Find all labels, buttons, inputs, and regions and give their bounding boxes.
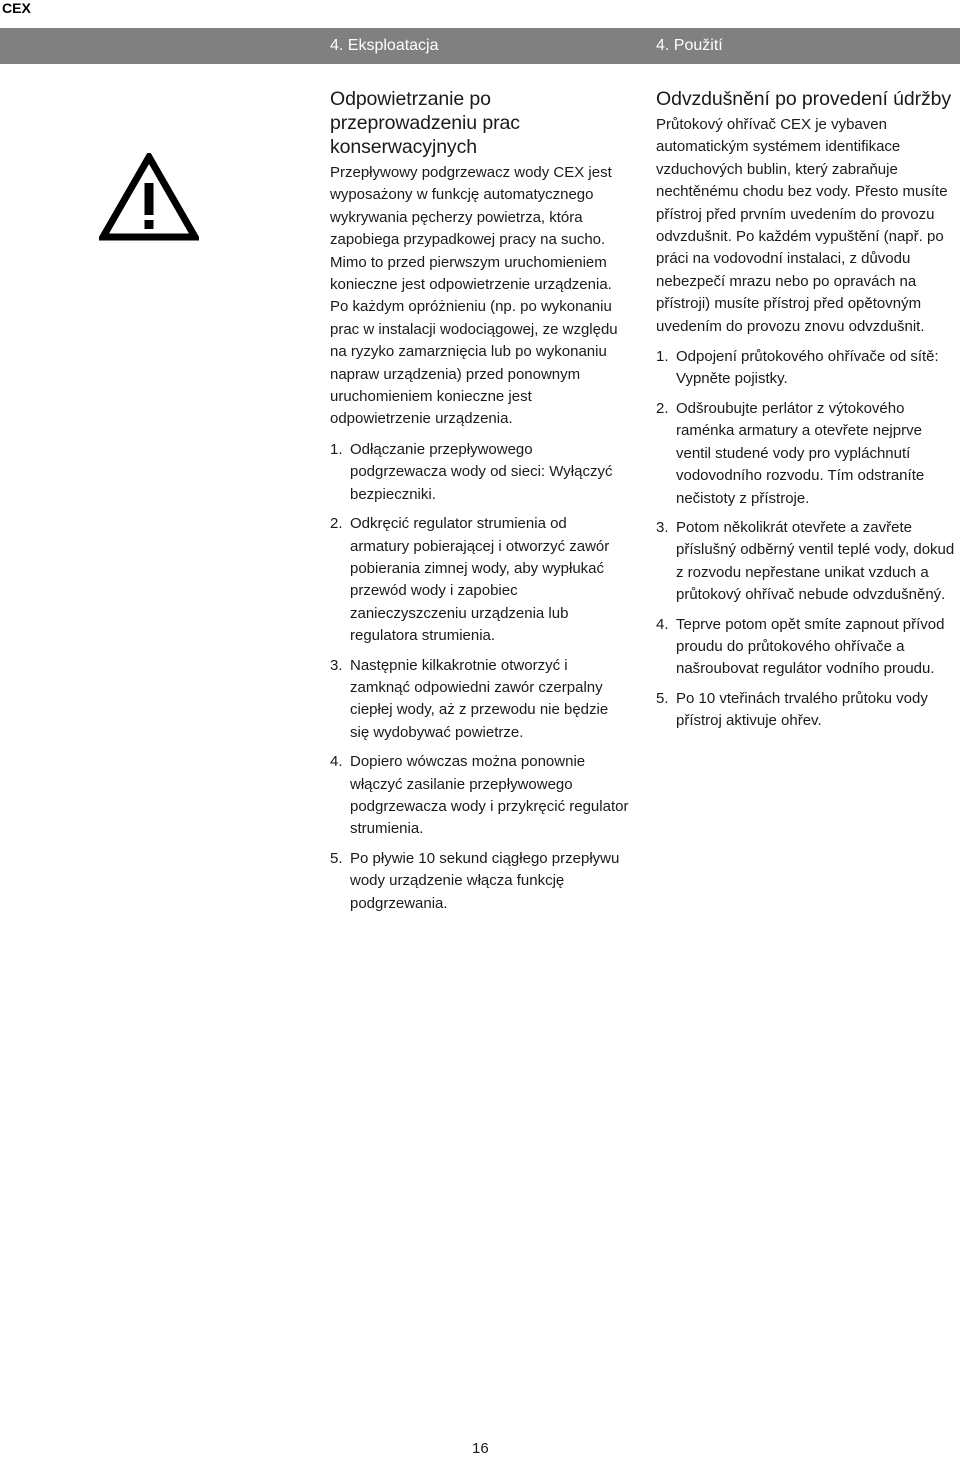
polish-heading: Odpowietrzanie po przeprowadzeniu prac konserwacyjnych <box>330 88 520 158</box>
polish-steps-list <box>330 439 630 915</box>
list-item: 1. Odpojení průtokového ohřívače od sítě: Vypněte pojistky. <box>656 348 939 388</box>
section-title-czech: 4. Použití <box>656 37 723 54</box>
brand-label: CEX <box>2 0 31 16</box>
list-item: 3. Potom několikrát otevřete a zavřete příslušný odběrný ventil teplé vody, dokud z rozvodu nepřestane unikat vzduch a průtokový ohřívač nebude odvzdušněný. <box>656 518 955 604</box>
step-text: Po pływie 10 sekund ciągłego przepływu wody urządzenie włącza funkcję podgrzewania. <box>350 849 620 912</box>
step-text: Odkręcić regulator strumienia od armatury pobierającej i otworzyć zawór pobierania zimnej wody, aby wypłukać przewód wody i zapobiec zanieczyszczeniu urządzenia lub regulatora strumienia. <box>350 515 610 645</box>
warning-triangle-icon <box>99 153 199 241</box>
step-text: Potom několikrát otevřete a zavřete příslušný odběrný ventil teplé vody, dokud z rozvodu nepřestane unikat vzduch a průtokový ohřívač nebude odvzdušněný. <box>676 518 955 604</box>
list-item: 2. Odšroubujte perlátor z výtokového raménka armatury a otevřete nejprve ventil studené vody pro vypláchnutí vodovodního rozvodu. Tím odstraníte nečistoty z přístroje. <box>656 399 925 507</box>
list-item: 4. Dopiero wówczas można ponownie włączyć zasilanie przepływowego podgrzewacza wody i przykręcić regulator strumienia. <box>330 753 629 838</box>
list-item: 5. Po 10 vteřinách trvalého průtoku vody přístroj aktivuje ohřev. <box>656 689 928 730</box>
step-text: Odłączanie przepływowego podgrzewacza wody od sieci: Wyłączyć bezpieczniki. <box>350 440 613 503</box>
czech-steps-list <box>656 346 960 733</box>
list-item: 2. Odkręcić regulator strumienia od armatury pobierającej i otworzyć zawór pobierania zimnej wody, aby wypłukać przewód wody i zapobiec zanieczyszczeniu urządzenia lub regulatora strumienia. <box>330 515 610 645</box>
czech-column <box>656 87 960 740</box>
step-text: Teprve potom opět smíte zapnout přívod proudu do průtokového ohřívače a našroubovat regulátor vodního proudu. <box>676 615 945 678</box>
czech-intro-paragraph: Průtokový ohřívač CEX je vybaven automatickým systémem identifikace vzduchových bublin, který zabraňuje nechtěnému chodu bez vody. Přesto musíte přístroj před prvním uvedením do provozu odvzdušnit. Po každém vypuštění (např. po práci na vodovodní instalaci, z důvodu nebezpečí mrazu nebo po opravách na přístroji) musíte přístroj před opětovným uvedením do provozu znovu odvzdušnit. <box>656 116 948 335</box>
section-title-polish: 4. Eksploatacja <box>330 37 439 54</box>
list-item: 3. Następnie kilkakrotnie otworzyć i zamknąć odpowiedni zawór czerpalny ciepłej wody, aż z przewodu nie będzie się wydobywać powietrze. <box>330 656 609 741</box>
section-header-band <box>0 28 960 64</box>
page-number: 16 <box>472 1440 489 1457</box>
step-text: Po 10 vteřinách trvalého průtoku vody přístroj aktivuje ohřev. <box>676 689 928 730</box>
step-text: Dopiero wówczas można ponownie włączyć zasilanie przepływowego podgrzewacza wody i przykręcić regulator strumienia. <box>350 753 629 838</box>
list-item: 5. Po pływie 10 sekund ciągłego przepływu wody urządzenie włącza funkcję podgrzewania. <box>330 849 620 912</box>
step-text: Odpojení průtokového ohřívače od sítě: Vypněte pojistky. <box>676 348 939 388</box>
polish-column <box>330 87 630 922</box>
list-item: 4. Teprve potom opět smíte zapnout přívod proudu do průtokového ohřívače a našroubovat regulátor vodního proudu. <box>656 615 945 678</box>
list-item: 1. Odłączanie przepływowego podgrzewacza wody od sieci: Wyłączyć bezpieczniki. <box>330 440 613 503</box>
step-text: Następnie kilkakrotnie otworzyć i zamknąć odpowiedni zawór czerpalny ciepłej wody, aż z przewodu nie będzie się wydobywać powietrze. <box>350 656 609 741</box>
polish-intro-paragraph: Przepływowy podgrzewacz wody CEX jest wyposażony w funkcję automatycznego wykrywania pęcherzy powietrza, która zapobiega przypadkowej pracy na sucho. Mimo to przed pierwszym uruchomieniem konieczne jest odpowietrzenie urządzenia. Po każdym opróżnieniu (np. po wykonaniu prac w instalacji wodociągowej, ze względu na ryzyko zamarznięcia lub po wykonaniu napraw urządzenia) przed ponownym uruchomieniem konieczne jest odpowietrzenie urządzenia. <box>330 164 618 428</box>
czech-heading: Odvzdušnění po provedení údržby <box>656 88 952 110</box>
step-text: Odšroubujte perlátor z výtokového raménka armatury a otevřete nejprve ventil studené vody pro vypláchnutí vodovodního rozvodu. Tím odstraníte nečistoty z přístroje. <box>676 399 925 507</box>
